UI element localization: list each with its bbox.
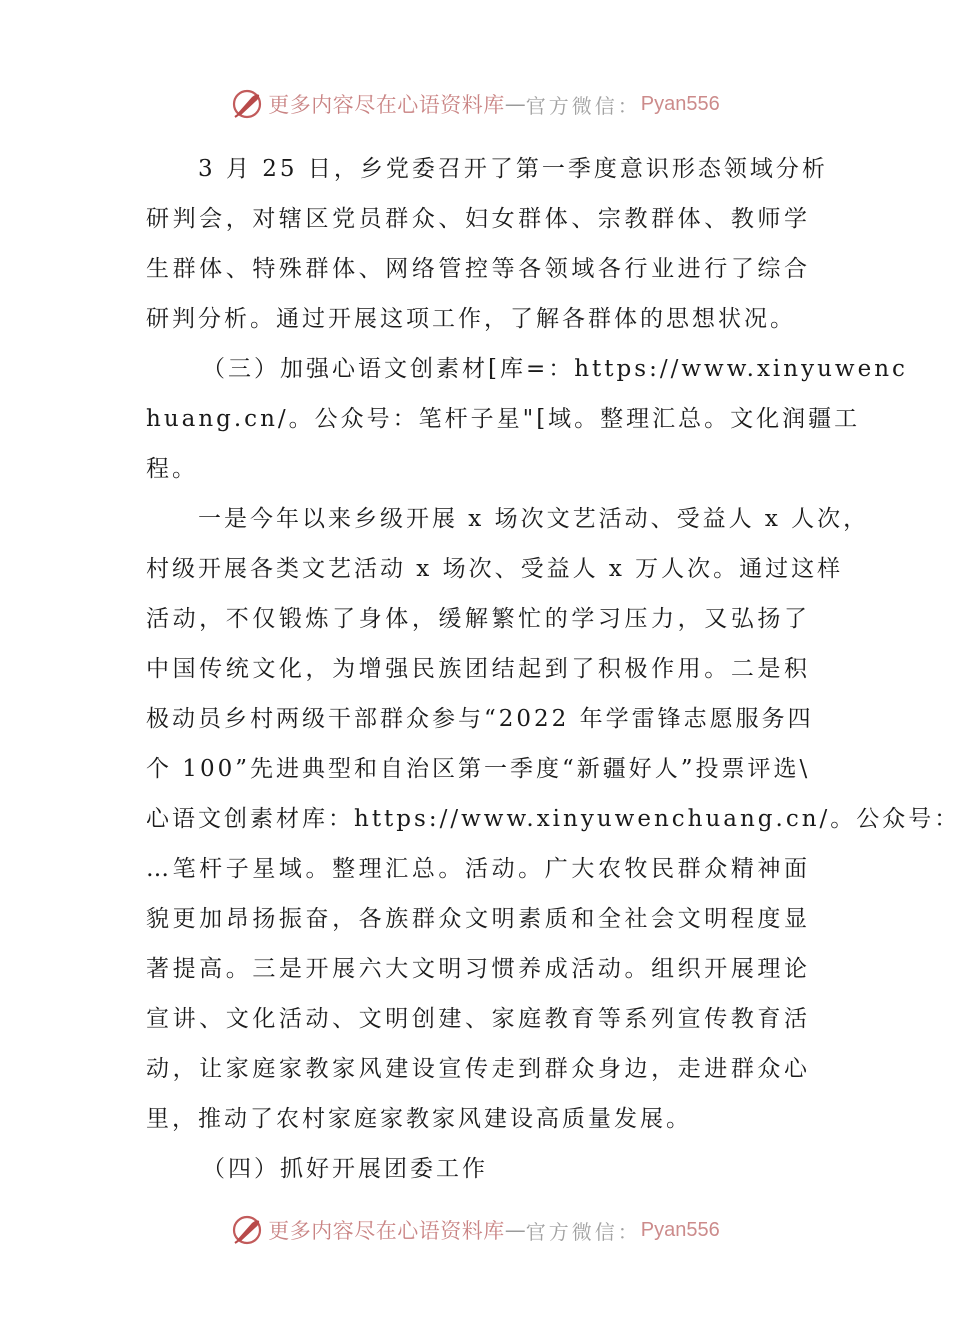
banner-text: 更多内容尽在心语资料库 xyxy=(268,1219,505,1243)
text-line: 貌更加昂扬振奋，各族群众文明素质和全社会文明程度显 xyxy=(146,906,810,932)
text-line: 一是今年以来乡级开展 x 场次文艺活动、受益人 x 人次， xyxy=(198,506,870,532)
text-line: 心语文创素材库：https://www.xinyuwenchuang.cn/。公众号： xyxy=(146,806,960,832)
text-line: 3 月 25 日，乡党委召开了第一季度意识形态领域分析 xyxy=(198,156,828,182)
text-line: 研判会，对辖区党员群众、妇女群体、宗教群体、教师学 xyxy=(146,206,810,232)
text-line: 生群体、特殊群体、网络管控等各领域各行业进行了综合 xyxy=(146,256,810,282)
text-line: 极动员乡村两级干部群众参与“2022 年学雷锋志愿服务四 xyxy=(146,706,814,732)
text-line: 动，让家庭家教家风建设宣传走到群众身边，走进群众心 xyxy=(146,1056,810,1082)
text-line: 中国传统文化，为增强民族团结起到了积极作用。二是积 xyxy=(146,656,810,682)
banner-wechat-label: 官方微信： xyxy=(525,93,641,118)
paragraph xyxy=(146,494,960,1144)
section-heading-3 xyxy=(146,344,908,494)
text-line: 活动，不仅锻炼了身体，缓解繁忙的学习压力，又弘扬了 xyxy=(146,606,810,632)
section-heading-4 xyxy=(146,1144,810,1194)
banner-wechat-label: 官方微信： xyxy=(525,1219,641,1244)
text-line: （四）抓好开展团委工作 xyxy=(202,1156,488,1182)
text-line: 著提高。三是开展六大文明习惯养成活动。组织开展理论 xyxy=(146,956,810,982)
banner-text: 更多内容尽在心语资料库 xyxy=(268,93,505,117)
text-line: 个 100”先进典型和自治区第一季度“新疆好人”投票评选\ xyxy=(146,756,811,782)
quill-logo-icon xyxy=(230,87,264,121)
banner-wechat-id: Pyan556 xyxy=(640,1218,720,1241)
header-watermark-banner xyxy=(0,82,950,126)
paragraph xyxy=(146,144,828,344)
text-line: 研判分析。通过开展这项工作，了解各群体的思想状况。 xyxy=(146,306,796,332)
text-line: 程。 xyxy=(146,456,198,482)
text-line: 宣讲、文化活动、文明创建、家庭教育等系列宣传教育活 xyxy=(146,1006,810,1032)
banner-wechat-id: Pyan556 xyxy=(640,92,720,115)
banner-separator: — xyxy=(504,1218,526,1242)
text-line: （三）加强心语文创素材[库=：https://www.xinyuwenc xyxy=(202,356,908,382)
text-line: …笔杆子星域。整理汇总。活动。广大农牧民群众精神面 xyxy=(146,856,810,882)
text-line: huang.cn/。公众号：笔杆子星"[域。整理汇总。文化润疆工 xyxy=(146,406,861,432)
banner-separator: — xyxy=(504,92,526,116)
quill-logo-icon xyxy=(230,1213,264,1247)
text-line: 村级开展各类文艺活动 x 场次、受益人 x 万人次。通过这样 xyxy=(146,556,844,582)
document-body xyxy=(146,144,960,1194)
footer-watermark-banner xyxy=(0,1208,950,1252)
text-line: 里，推动了农村家庭家教家风建设高质量发展。 xyxy=(146,1106,692,1132)
